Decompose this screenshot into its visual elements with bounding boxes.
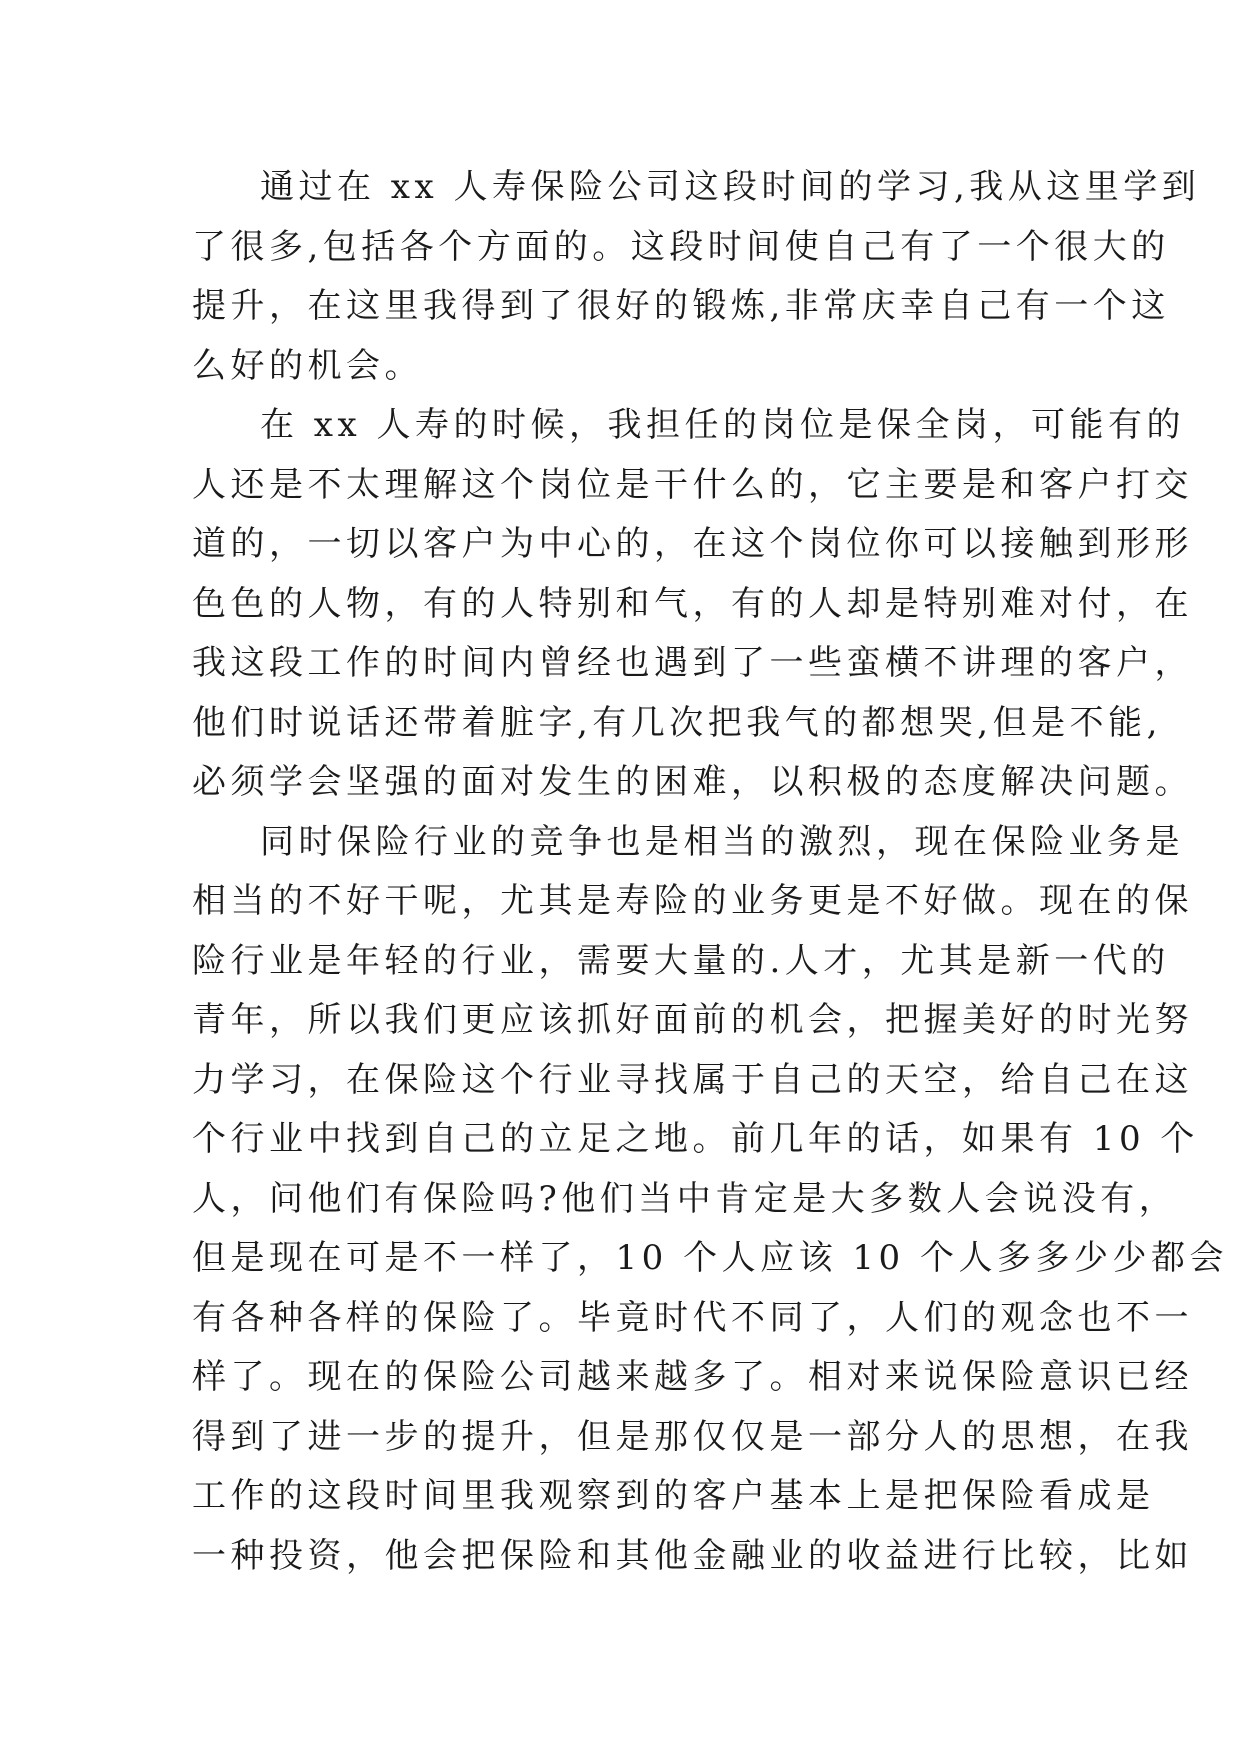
paragraph-3 xyxy=(192,813,1228,1587)
paragraph-1 xyxy=(192,158,1201,396)
text-line: 人还是不太理解这个岗位是干什么的，它主要是和客户打交 xyxy=(192,464,1193,505)
document-body xyxy=(192,158,1228,1586)
text-line: 青年，所以我们更应该抓好面前的机会，把握美好的时光努 xyxy=(192,1000,1193,1040)
text-line: 了很多,包括各个方面的。这段时间使自己有了一个很大的 xyxy=(192,226,1170,267)
text-line: 有各种各样的保险了。毕竟时代不同了，人们的观念也不一 xyxy=(192,1297,1193,1338)
text-line: 他们时说话还带着脏字,有几次把我气的都想哭,但是不能, xyxy=(192,702,1162,743)
text-line: 同时保险行业的竞争也是相当的激烈，现在保险业务是 xyxy=(260,821,1184,862)
text-line: 通过在 xx 人寿保险公司这段时间的学习,我从这里学到 xyxy=(260,167,1201,207)
text-line: 我这段工作的时间内曾经也遇到了一些蛮横不讲理的客户， xyxy=(192,643,1193,683)
text-line: 道的，一切以客户为中心的，在这个岗位你可以接触到形形 xyxy=(192,524,1193,564)
text-line: 么好的机会。 xyxy=(192,345,423,386)
paragraph-2 xyxy=(192,396,1193,813)
text-line: 工作的这段时间里我观察到的客户基本上是把保险看成是 xyxy=(192,1476,1155,1516)
text-line: 样了。现在的保险公司越来越多了。相对来说保险意识已经 xyxy=(192,1357,1193,1397)
text-line: 人，问他们有保险吗?他们当中肯定是大多数人会说没有， xyxy=(192,1178,1178,1219)
text-line: 提升，在这里我得到了很好的锻炼,非常庆幸自己有一个这 xyxy=(192,286,1170,326)
text-line: 在 xx 人寿的时候，我担任的岗位是保全岗，可能有的 xyxy=(260,405,1185,445)
text-line: 但是现在可是不一样了，10 个人应该 10 个人多多少少都会 xyxy=(192,1238,1228,1278)
text-line: 得到了进一步的提升，但是那仅仅是一部分人的思想，在我 xyxy=(192,1416,1193,1457)
text-line: 相当的不好干呢，尤其是寿险的业务更是不好做。现在的保 xyxy=(192,881,1193,921)
text-line: 个行业中找到自己的立足之地。前几年的话，如果有 10 个 xyxy=(192,1119,1199,1159)
text-line: 险行业是年轻的行业，需要大量的.人才，尤其是新一代的 xyxy=(192,940,1170,981)
text-line: 必须学会坚强的面对发生的困难，以积极的态度解决问题。 xyxy=(192,762,1193,802)
text-line: 力学习，在保险这个行业寻找属于自己的天空，给自己在这 xyxy=(192,1059,1193,1100)
text-line: 色色的人物，有的人特别和气，有的人却是特别难对付，在 xyxy=(192,583,1193,624)
text-line: 一种投资，他会把保险和其他金融业的收益进行比较，比如 xyxy=(192,1535,1193,1576)
